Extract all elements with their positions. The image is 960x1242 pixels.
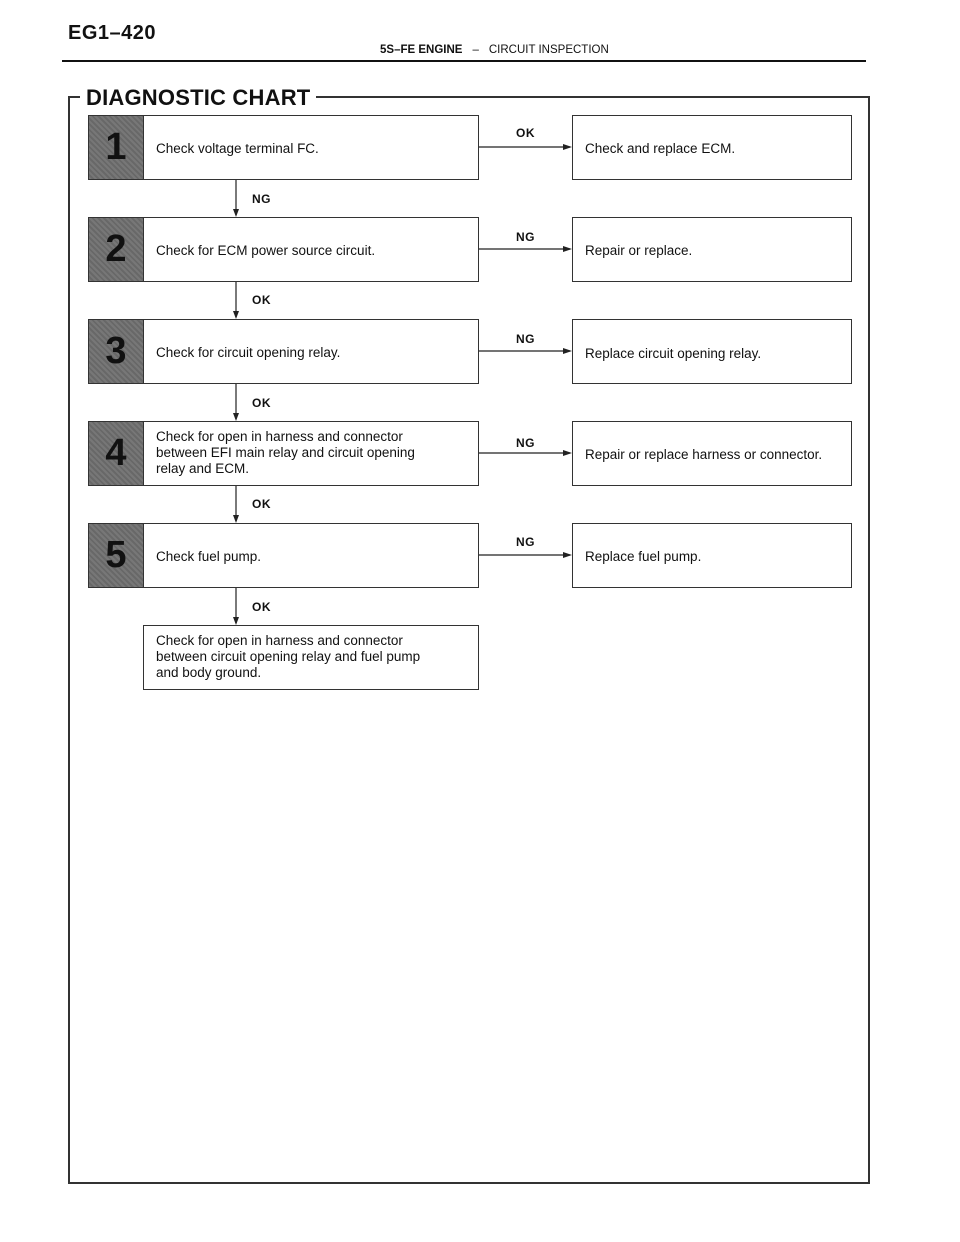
step-number-1: 1 (88, 115, 144, 180)
step-2-side-label: NG (516, 230, 535, 244)
page-number: EG1–420 (68, 22, 157, 44)
step-3-down-label: OK (252, 396, 271, 410)
step-3-side-label: NG (516, 332, 535, 346)
step-2-action-box (572, 217, 852, 282)
step-3-action-text: Replace circuit opening relay. (585, 346, 762, 361)
header-separator: – (472, 44, 479, 56)
step-4-action-text: Repair or replace harness or connector. (585, 447, 823, 462)
step-5-action-text: Replace fuel pump. (585, 549, 702, 564)
step-2-action-text: Repair or replace. (585, 243, 693, 258)
step-5-check-text: Check fuel pump. (156, 549, 262, 564)
step-number-3: 3 (88, 319, 144, 384)
subsection-title: CIRCUIT INSPECTION (488, 44, 609, 56)
step-2-check-box (143, 217, 479, 282)
step-number-2: 2 (88, 217, 144, 282)
step-4-down-label: OK (252, 497, 271, 511)
step-3-side-arrowhead (563, 348, 572, 354)
step-number-4: 4 (88, 421, 144, 486)
step-2-down-arrowhead (233, 311, 239, 319)
step-5-action-box (572, 523, 852, 588)
step-4-side-arrowhead (563, 450, 572, 456)
step-number-5: 5 (88, 523, 144, 588)
step-4-down-arrowhead (233, 515, 239, 523)
chart-title: DIAGNOSTIC CHART (86, 85, 311, 110)
step-5-side-label: NG (516, 535, 535, 549)
step-1-side-arrowhead (563, 144, 572, 150)
step-1-side-label: OK (516, 126, 535, 140)
step-5-check-box (143, 523, 479, 588)
step-5-down-arrowhead (233, 617, 239, 625)
step-3-check-text: Check for circuit opening relay. (156, 345, 341, 360)
step-4-check-box (143, 421, 479, 486)
final-check-box (143, 625, 479, 690)
step-5-side-arrowhead (563, 552, 572, 558)
step-5-down-label: OK (252, 600, 271, 614)
step-1-check-box (143, 115, 479, 180)
step-1-down-arrowhead (233, 209, 239, 217)
step-4-side-label: NG (516, 436, 535, 450)
step-1-check-text: Check voltage terminal FC. (156, 141, 319, 156)
step-1-action-text: Check and replace ECM. (585, 141, 736, 156)
step-2-side-arrowhead (563, 246, 572, 252)
step-1-down-label: NG (252, 192, 271, 206)
section-title: 5S–FE ENGINE (380, 44, 463, 56)
final-check-text: Check for open in harness and connector between circuit opening relay and fuel pump and body ground. (156, 633, 421, 680)
step-4-check-text: Check for open in harness and connector between EFI main relay and circuit opening relay and ECM. (156, 429, 415, 476)
step-2-check-text: Check for ECM power source circuit. (156, 243, 376, 258)
step-4-action-box (572, 421, 852, 486)
step-3-check-box (143, 319, 479, 384)
step-2-down-label: OK (252, 293, 271, 307)
step-1-action-box (572, 115, 852, 180)
step-3-down-arrowhead (233, 413, 239, 421)
step-3-action-box (572, 319, 852, 384)
